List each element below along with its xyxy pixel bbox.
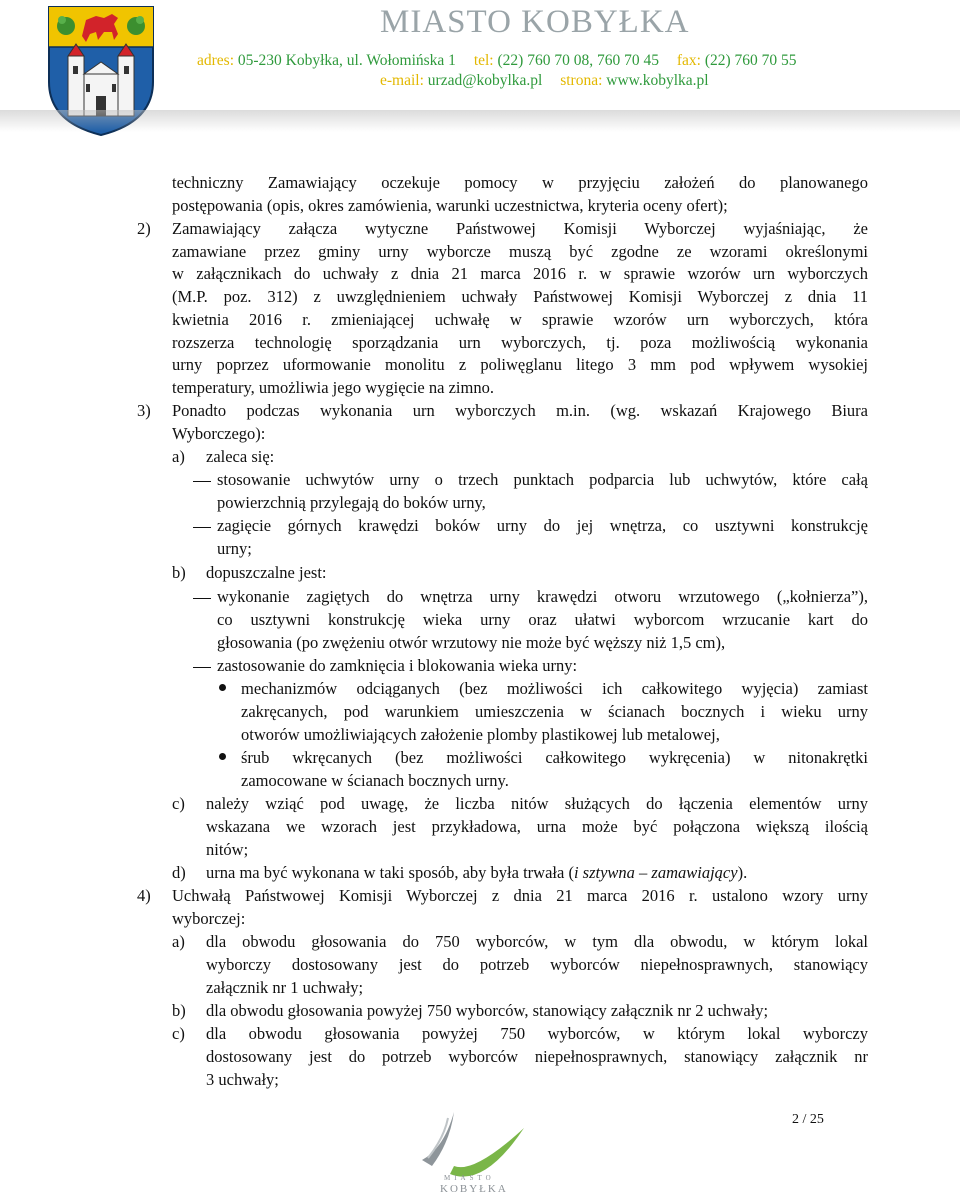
page-number: 2 / 25 [792,1112,824,1127]
text-line: dla obwodu głosowania do 750 wyborców, w tym dla obwodu, w którym lokal [206,932,868,951]
text-run: ). [737,863,748,882]
dash-item [217,469,868,492]
text-line: stosowanie uchwytów urny o trzech punktach podparcia lub uchwytów, które całą [217,470,868,489]
text-line: dopuszczalne jest: [206,563,327,582]
bullet-item [241,678,868,723]
sublist-item-d [206,862,747,885]
text-line: co usztywni konstrukcję wieka urny oraz ułatwi wyborcom wrzucanie kart do [217,609,868,629]
text-line: należy wziąć pod uwagę, że liczba nitów służących do łączenia elementów urny [206,794,868,813]
sublist-letter: d) [172,863,186,882]
text-line: postępowania (opis, okres zamówienia, warunki uczestnictwa, kryteria oceny ofert); [172,196,728,215]
fax-label: fax: [676,52,701,69]
text-line: zastosowanie do zamknięcia i blokowania wieka urny: [217,656,578,675]
text-line: zamocowane w ścianach bocznych urny. [241,771,509,790]
text-line: dla obwodu głosowania powyżej 750 wyborców, stanowiący załącznik nr 2 uchwały; [206,1001,769,1020]
sublist-letter: b) [172,1001,186,1020]
sublist-letter: b) [172,563,186,582]
web-label: strona: [560,72,603,89]
text-line: zagięcie górnych krawędzi boków urny do jej wnętrza, co usztywni konstrukcję [217,516,868,535]
contact-line-2 [380,72,709,90]
text-line: wskazana we wzorach jest przykładowa, urna może być połączona większą ilością [206,816,868,836]
email-label: e-mail: [380,72,424,89]
email-link[interactable]: urzad@kobylka.pl [427,72,543,89]
dash-marker [193,527,211,528]
text-line: śrub wkręcanych (bez możliwości całkowitego wykręcenia) w nitonakrętki [241,748,868,767]
sublist-letter: a) [172,932,185,951]
list-item-3 [172,400,868,423]
footer-brand-top: MIASTO [444,1174,495,1182]
contact-line-1 [197,52,797,70]
text-line: zamawiane przez gminy urny wyborcze muszą być zgodne ze wzorami określonymi [172,241,868,261]
text-line: (M.P. poz. 312) z uwzględnieniem uchwały Państwowej Komisji Wyborczej z dnia 11 [172,287,868,307]
text-line: 3 uchwały; [206,1070,279,1089]
text-line: wykonanie zagiętych do wnętrza urny krawędzi otworu wrzutowego („kołnierza”), [217,587,868,606]
list-number: 4) [137,886,151,905]
sublist-item-a [206,931,868,976]
italic-text-run: i sztywna – zamawiający [573,863,738,882]
dash-marker [193,598,211,599]
text-line: otworów umożliwiających założenie plomby plastikowej lub metalowej, [241,725,720,744]
bullet-marker [219,684,226,691]
text-line: zakręcanych, pod warunkiem umieszczenia w ścianach bocznych i wieku urny [241,701,868,721]
address-label: adres: [197,52,235,69]
text-line: załącznik nr 1 uchwały; [206,978,364,997]
sublist-letter: c) [172,1024,185,1043]
text-line: urny; [217,539,252,558]
text-line: dla obwodu głosowania powyżej 750 wyborców, w którym lokal wyborczy [206,1024,868,1043]
dash-marker [193,667,211,668]
paragraph-continuation [172,172,868,195]
sublist-item-c [206,1023,868,1068]
dash-marker [193,481,211,482]
text-line: zaleca się: [206,447,275,466]
text-line: Uchwałą Państwowej Komisji Wyborczej z dnia 21 marca 2016 r. ustalono wzory urny [172,886,868,905]
text-line: techniczny Zamawiający oczekuje pomocy w przyjęciu założeń do planowanego [172,173,868,192]
sublist-item-c [206,793,868,838]
text-line: mechanizmów odciąganych (bez możliwości ich całkowitego wyjęcia) zamiast [241,679,868,698]
text-line: Ponadto podczas wykonania urn wyborczych m.in. (wg. wskazań Krajowego Biura [172,401,868,420]
tel-label: tel: [473,52,494,69]
fax-value: (22) 760 70 55 [704,52,797,69]
sublist-letter: c) [172,794,185,813]
text-line: wyborczej: [172,909,246,928]
dash-item [217,515,868,538]
header-divider [0,110,960,132]
list-number: 2) [137,219,151,238]
sublist-letter: a) [172,447,185,466]
text-line: głosowania (po zwężeniu otwór wrzutowy nie może być węższy niż 1,5 cm), [217,633,726,652]
text-line: kwietnia 2016 r. zmieniającej uchwałę w sprawie wzorów urn wyborczych, która [172,309,868,329]
list-item-2 [172,218,868,377]
tel-value: (22) 760 70 08, 760 70 45 [497,52,659,69]
text-line: wyborczy dostosowany jest do potrzeb wyborców niepełnosprawnych, stanowiący [206,954,868,974]
address-value: 05-230 Kobyłka, ul. Wołomińska 1 [237,52,456,69]
text-line: rozszerza technologię sporządzania urn wyborczych, tj. poza możliwością wykonania [172,332,868,352]
list-number: 3) [137,401,151,420]
bullet-marker [219,753,226,760]
text-line: Zamawiający załącza wytyczne Państwowej Komisji Wyborczej wyjaśniając, że [172,219,868,238]
letterhead [0,0,960,140]
list-item-4 [172,885,868,908]
dash-item [217,586,868,631]
website-link[interactable]: www.kobylka.pl [606,72,709,89]
text-line: urny poprzez uformowanie monolitu z poliwęglanu litego 3 mm pod wpływem wysokiej [172,355,868,375]
text-run: urna ma być wykonana w taki sposób, aby była trwała ( [206,863,574,882]
text-line: nitów; [206,840,249,859]
bullet-item [241,747,868,770]
text-line: temperatury, umożliwia jego wygięcie na zimno. [172,378,494,397]
text-line: w załącznikach do uchwały z dnia 21 marca 2016 r. w sprawie wzorów urn wyborczych [172,264,868,284]
footer-brand-bottom: KOBYŁKA [440,1183,508,1195]
text-line: powierzchnią przylegają do boków urny, [217,493,486,512]
text-line: Wyborczego): [172,424,266,443]
city-name-title: MIASTO KOBYŁKA [380,4,690,40]
text-line: dostosowany jest do potrzeb wyborców niepełnosprawnych, stanowiący załącznik nr [206,1046,868,1066]
